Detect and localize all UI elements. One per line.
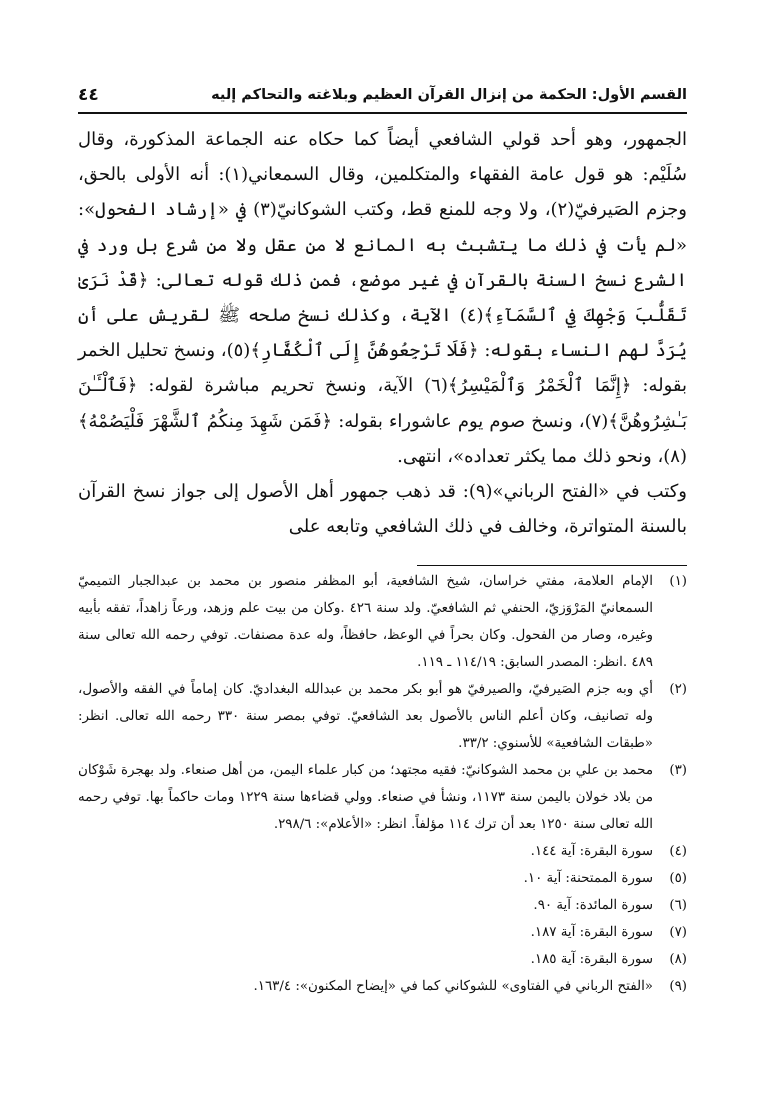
main-text (78, 122, 687, 544)
footnote-text: سورة البقرة: آية ١٤٤. (530, 844, 653, 859)
footnote-separator (417, 565, 687, 566)
footnote-text: سورة المائدة: آية ٩٠. (533, 898, 653, 913)
footnote-5 (78, 865, 687, 892)
footnote-1 (78, 568, 687, 676)
footnote-number: (٩) (669, 979, 687, 994)
footnote-7 (78, 919, 687, 946)
footnote-number: (٤) (669, 844, 687, 859)
footnote-number: (٢) (669, 682, 687, 697)
footnote-9 (78, 973, 687, 1000)
footnote-text: سورة البقرة: آية ١٨٧. (530, 925, 653, 940)
footnote-text: «الفتح الرباني في الفتاوى» للشوكاني كما في «إيضاح المكنون»: ١٦٣/٤. (253, 979, 653, 994)
footnote-3 (78, 757, 687, 838)
footnote-number: (١) (669, 574, 687, 589)
footnote-text: الإمام العلامة، مفتي خراسان، شيخ الشافعية، أبو المظفر منصور بن محمد بن عبدالجبار التميميّ السمعانيّ المَرْوَزيّ، الحنفي ثم الشافعيّ. ولد سنة ٤٢٦ .وكان من بيت علم وزهد، ورعاً زاهداً، تفقه بأبيه وغيره، وصار من الفحول. وكان بحراً في الوعظ، حافظاً، وله عدة مصنفات. توفي رحمه الله تعالى سنة ٤٨٩ .انظر: المصدر السابق: ١١٤/١٩ ـ ١١٩. (78, 574, 653, 670)
footnote-number: (٧) (669, 925, 687, 940)
footnote-4 (78, 838, 687, 865)
running-header (78, 82, 687, 108)
page-number: ٤٤ (78, 85, 99, 105)
paragraph-2: وكتب في «الفتح الرباني»(٩): قد ذهب جمهور أهل الأصول إلى جواز نسخ القرآن بالسنة المتواترة، وخالف في ذلك الشافعي وتابعه على (78, 481, 687, 538)
page (78, 0, 687, 1107)
footnote-text: سورة الممتحنة: آية ١٠. (523, 871, 653, 886)
footnote-text: أي وبه جزم الصَيرفيّ، والصيرفيّ هو أبو بكر محمد بن عبدالله البغداديّ. كان إماماً في الفقه والأصول، وله تصانيف، وكان أعلم الناس بالأصول بعد الشافعيّ. توفي بمصر سنة ٣٣٠ رحمه الله تعالى. انظر: «طبقات الشافعية» للأسنوي: ٣٣/٢. (78, 682, 654, 751)
footnote-number: (٣) (669, 763, 687, 778)
footnote-8 (78, 946, 687, 973)
paragraph-1: الجمهور، وهو أحد قولي الشافعي أيضاً كما حكاه عنه الجماعة المذكورة، وقال سُلَيْم: هو قول عامة الفقهاء والمتكلمين، وقال السمعاني(١): أنه الأولى بالحق، وجزم الصَيرفيّ(٢)، ولا وجه للمنع قط، وكتب الشوكانيّ(٣) في «إرشاد الفحول»: «لم يأت في ذلك ما يتشبث به المانع لا من عقل ولا من شرع بل ورد في الشرع نسخ السنة بالقرآن في غير موضع، فمن ذلك قوله تعالى: ﴿قَدْ نَرَىٰ تَقَلُّبَ وَجْهِكَ فِي ٱلسَّمَآءِ﴾(٤) الآية، وكذلك نسخ صلحه ﷺ لقريش على أن يُرَدَّ لهم النساء بقوله: ﴿فَلَا تَرْجِعُوهُنَّ إِلَى ٱلْكُفَّارِ﴾(٥)، ونسخ تحليل الخمر بقوله: ﴿إِنَّمَا ٱلْخَمْرُ وَٱلْمَيْسِرُ﴾(٦) الآية، ونسخ تحريم مباشرة لقوله: ﴿فَٱلْـَٔـٰنَ بَـٰشِرُوهُنَّ﴾(٧)، ونسخ صوم يوم عاشوراء بقوله: ﴿فَمَن شَهِدَ مِنكُمُ ٱلشَّهْرَ فَلْيَصُمْهُ﴾(٨)، ونحو ذلك مما يكثر تعداده»، انتهى. (78, 129, 688, 467)
header-title: القسم الأول: الحكمة من إنزال القرآن العظيم وبلاغته والتحاكم إليه (211, 87, 687, 103)
footnote-number: (٦) (669, 898, 687, 913)
footnote-text: محمد بن علي بن محمد الشوكانيّ: فقيه مجتهد؛ من كبار علماء اليمن، من أهل صنعاء. ولد بهجرة شَوْكان من بلاد خولان باليمن سنة ١١٧٣، ونشأ في صنعاء. وولي قضاءها سنة ١٢٢٩ ومات حاكماً بها. توفي رحمه الله تعالى سنة ١٢٥٠ بعد أن ترك ١١٤ مؤلفاً. انظر: «الأعلام»: ٢٩٨/٦. (78, 763, 653, 832)
footnote-number: (٥) (669, 871, 687, 886)
footnote-number: (٨) (669, 952, 687, 967)
header-rule (78, 112, 687, 114)
footnote-text: سورة البقرة: آية ١٨٥. (530, 952, 653, 967)
footnote-6 (78, 892, 687, 919)
footnotes (78, 568, 687, 1000)
footnote-2 (78, 676, 687, 757)
